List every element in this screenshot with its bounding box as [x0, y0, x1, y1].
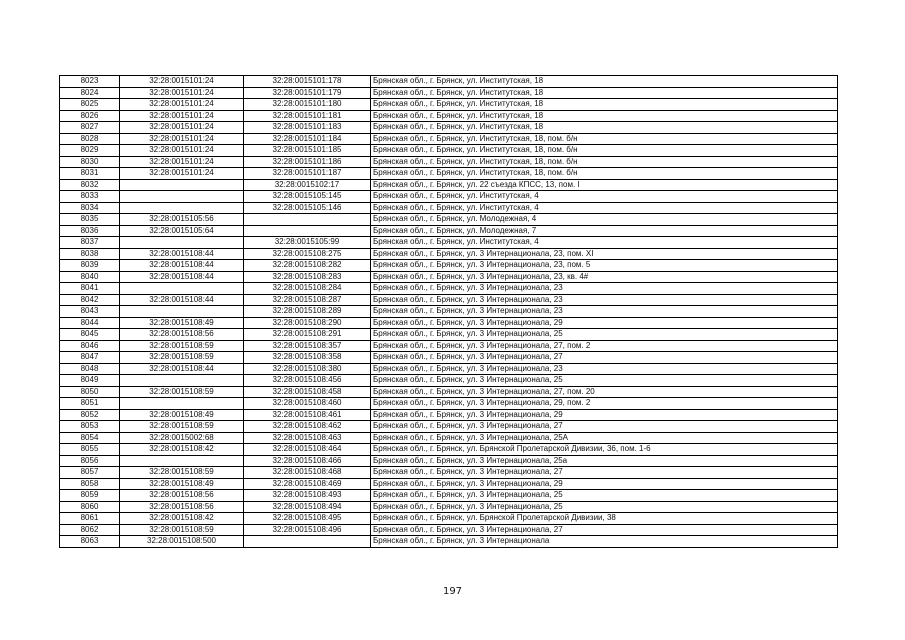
address-cell: Брянская обл., г. Брянск, ул. 3 Интернационала, 25а	[371, 455, 838, 467]
address-cell: Брянская обл., г. Брянск, ул. 3 Интернационала, 23, кв. 4#	[371, 271, 838, 283]
object-number-cell: 32:28:0015108:494	[244, 501, 371, 513]
address-cell: Брянская обл., г. Брянск, ул. 3 Интернационала, 29	[371, 478, 838, 490]
address-cell: Брянская обл., г. Брянск, ул. 3 Интернационала, 23	[371, 306, 838, 318]
table-row	[60, 375, 838, 387]
row-number-cell: 8058	[60, 478, 120, 490]
address-cell: Брянская обл., г. Брянск, ул. 3 Интернационала, 23	[371, 283, 838, 295]
parcel-number-cell	[120, 237, 244, 249]
parcel-number-cell: 32:28:0015101:24	[120, 133, 244, 145]
address-cell: Брянская обл., г. Брянск, ул. 3 Интернационала, 25	[371, 490, 838, 502]
address-cell: Брянская обл., г. Брянск, ул. Институтская, 18, пом. б/н	[371, 133, 838, 145]
object-number-cell: 32:28:0015101:179	[244, 87, 371, 99]
address-cell: Брянская обл., г. Брянск, ул. 3 Интернационала, 27	[371, 421, 838, 433]
parcel-number-cell	[120, 306, 244, 318]
object-number-cell: 32:28:0015108:456	[244, 375, 371, 387]
parcel-number-cell: 32:28:0015108:42	[120, 513, 244, 525]
object-number-cell: 32:28:0015108:358	[244, 352, 371, 364]
parcel-number-cell: 32:28:0015108:59	[120, 340, 244, 352]
parcel-number-cell: 32:28:0015108:49	[120, 478, 244, 490]
row-number-cell: 8043	[60, 306, 120, 318]
object-number-cell	[244, 225, 371, 237]
address-cell: Брянская обл., г. Брянск, ул. Институтская, 18	[371, 99, 838, 111]
address-cell: Брянская обл., г. Брянск, ул. Молодежная, 4	[371, 214, 838, 226]
address-cell: Брянская обл., г. Брянск, ул. Институтская, 18, пом. б/н	[371, 168, 838, 180]
address-cell: Брянская обл., г. Брянск, ул. 3 Интернационала, 23, пом. 5	[371, 260, 838, 272]
table-row	[60, 99, 838, 111]
parcel-number-cell	[120, 191, 244, 203]
row-number-cell: 8057	[60, 467, 120, 479]
address-cell: Брянская обл., г. Брянск, ул. 3 Интернационала, 27, пом. 2	[371, 340, 838, 352]
row-number-cell: 8045	[60, 329, 120, 341]
parcel-number-cell: 32:28:0015101:24	[120, 110, 244, 122]
object-number-cell: 32:28:0015108:275	[244, 248, 371, 260]
object-number-cell: 32:28:0015108:284	[244, 283, 371, 295]
row-number-cell: 8044	[60, 317, 120, 329]
table-row	[60, 191, 838, 203]
table-row	[60, 432, 838, 444]
object-number-cell: 32:28:0015101:178	[244, 76, 371, 88]
address-cell: Брянская обл., г. Брянск, ул. Институтская, 18	[371, 110, 838, 122]
parcel-number-cell: 32:28:0015108:44	[120, 363, 244, 375]
address-cell: Брянская обл., г. Брянск, ул. Институтская, 4	[371, 237, 838, 249]
address-cell: Брянская обл., г. Брянск, ул. Институтская, 4	[371, 202, 838, 214]
object-number-cell: 32:28:0015108:466	[244, 455, 371, 467]
row-number-cell: 8035	[60, 214, 120, 226]
object-number-cell: 32:28:0015108:283	[244, 271, 371, 283]
parcel-number-cell: 32:28:0015101:24	[120, 99, 244, 111]
table-row	[60, 156, 838, 168]
table-row	[60, 271, 838, 283]
row-number-cell: 8041	[60, 283, 120, 295]
object-number-cell: 32:28:0015108:290	[244, 317, 371, 329]
table-row	[60, 260, 838, 272]
parcel-number-cell: 32:28:0015108:500	[120, 536, 244, 548]
table-row	[60, 76, 838, 88]
parcel-number-cell: 32:28:0015108:44	[120, 260, 244, 272]
row-number-cell: 8030	[60, 156, 120, 168]
row-number-cell: 8040	[60, 271, 120, 283]
address-cell: Брянская обл., г. Брянск, ул. 3 Интернационала, 29	[371, 409, 838, 421]
address-cell: Брянская обл., г. Брянск, ул. Молодежная, 7	[371, 225, 838, 237]
address-cell: Брянская обл., г. Брянск, ул. 3 Интернационала, 27, пом. 20	[371, 386, 838, 398]
row-number-cell: 8051	[60, 398, 120, 410]
row-number-cell: 8024	[60, 87, 120, 99]
parcel-number-cell: 32:28:0015108:44	[120, 271, 244, 283]
row-number-cell: 8036	[60, 225, 120, 237]
table-row	[60, 214, 838, 226]
row-number-cell: 8047	[60, 352, 120, 364]
table-row	[60, 248, 838, 260]
object-number-cell: 32:28:0015101:180	[244, 99, 371, 111]
row-number-cell: 8026	[60, 110, 120, 122]
table-row	[60, 421, 838, 433]
row-number-cell: 8049	[60, 375, 120, 387]
object-number-cell	[244, 536, 371, 548]
parcel-number-cell: 32:28:0015108:56	[120, 490, 244, 502]
table-row	[60, 352, 838, 364]
table-row	[60, 329, 838, 341]
object-number-cell: 32:28:0015108:357	[244, 340, 371, 352]
object-number-cell: 32:28:0015102:17	[244, 179, 371, 191]
row-number-cell: 8054	[60, 432, 120, 444]
row-number-cell: 8032	[60, 179, 120, 191]
parcel-number-cell: 32:28:0015101:24	[120, 87, 244, 99]
row-number-cell: 8027	[60, 122, 120, 134]
parcel-number-cell: 32:28:0015108:59	[120, 386, 244, 398]
table-row	[60, 87, 838, 99]
address-cell: Брянская обл., г. Брянск, ул. Институтская, 4	[371, 191, 838, 203]
table-row	[60, 122, 838, 134]
object-number-cell: 32:28:0015108:468	[244, 467, 371, 479]
address-cell: Брянская обл., г. Брянск, ул. 3 Интернационала, 29	[371, 317, 838, 329]
parcel-number-cell: 32:28:0015002:68	[120, 432, 244, 444]
address-cell: Брянская обл., г. Брянск, ул. 3 Интернационала, 29, пом. 2	[371, 398, 838, 410]
row-number-cell: 8060	[60, 501, 120, 513]
parcel-number-cell: 32:28:0015101:24	[120, 168, 244, 180]
table-row	[60, 340, 838, 352]
parcel-number-cell	[120, 398, 244, 410]
parcel-number-cell: 32:28:0015108:59	[120, 352, 244, 364]
row-number-cell: 8046	[60, 340, 120, 352]
table-row	[60, 409, 838, 421]
address-cell: Брянская обл., г. Брянск, ул. 22 съезда КПСС, 13, пом. I	[371, 179, 838, 191]
row-number-cell: 8034	[60, 202, 120, 214]
row-number-cell: 8063	[60, 536, 120, 548]
row-number-cell: 8056	[60, 455, 120, 467]
parcel-number-cell	[120, 179, 244, 191]
row-number-cell: 8055	[60, 444, 120, 456]
parcel-number-cell: 32:28:0015108:49	[120, 409, 244, 421]
table-row	[60, 294, 838, 306]
address-cell: Брянская обл., г. Брянск, ул. Брянской Пролетарской Дивизии, 38	[371, 513, 838, 525]
object-number-cell: 32:28:0015108:462	[244, 421, 371, 433]
object-number-cell: 32:28:0015101:187	[244, 168, 371, 180]
address-cell: Брянская обл., г. Брянск, ул. 3 Интернационала, 25	[371, 375, 838, 387]
parcel-number-cell: 32:28:0015108:56	[120, 329, 244, 341]
row-number-cell: 8042	[60, 294, 120, 306]
address-cell: Брянская обл., г. Брянск, ул. 3 Интернационала	[371, 536, 838, 548]
parcel-number-cell: 32:28:0015108:59	[120, 524, 244, 536]
parcel-number-cell: 32:28:0015105:56	[120, 214, 244, 226]
page-number: 197	[442, 586, 463, 597]
table-row	[60, 168, 838, 180]
row-number-cell: 8038	[60, 248, 120, 260]
address-cell: Брянская обл., г. Брянск, ул. Институтская, 18, пом. б/н	[371, 145, 838, 157]
table-row	[60, 490, 838, 502]
row-number-cell: 8031	[60, 168, 120, 180]
object-number-cell: 32:28:0015108:460	[244, 398, 371, 410]
address-cell: Брянская обл., г. Брянск, ул. 3 Интернационала, 27	[371, 467, 838, 479]
address-cell: Брянская обл., г. Брянск, ул. Институтская, 18	[371, 87, 838, 99]
table-row	[60, 283, 838, 295]
row-number-cell: 8037	[60, 237, 120, 249]
row-number-cell: 8023	[60, 76, 120, 88]
parcel-number-cell	[120, 455, 244, 467]
address-cell: Брянская обл., г. Брянск, ул. Институтская, 18	[371, 122, 838, 134]
table-row	[60, 455, 838, 467]
object-number-cell: 32:28:0015105:145	[244, 191, 371, 203]
address-cell: Брянская обл., г. Брянск, ул. Институтская, 18, пом. б/н	[371, 156, 838, 168]
parcel-number-cell	[120, 202, 244, 214]
object-number-cell: 32:28:0015105:99	[244, 237, 371, 249]
object-number-cell: 32:28:0015108:493	[244, 490, 371, 502]
address-cell: Брянская обл., г. Брянск, ул. 3 Интернационала, 25А	[371, 432, 838, 444]
parcel-number-cell: 32:28:0015108:44	[120, 294, 244, 306]
object-number-cell: 32:28:0015101:185	[244, 145, 371, 157]
parcel-number-cell: 32:28:0015101:24	[120, 156, 244, 168]
object-number-cell: 32:28:0015101:183	[244, 122, 371, 134]
row-number-cell: 8028	[60, 133, 120, 145]
parcel-number-cell: 32:28:0015101:24	[120, 122, 244, 134]
table-row	[60, 398, 838, 410]
parcel-number-cell: 32:28:0015105:64	[120, 225, 244, 237]
row-number-cell: 8029	[60, 145, 120, 157]
object-number-cell: 32:28:0015108:291	[244, 329, 371, 341]
parcel-number-cell: 32:28:0015108:49	[120, 317, 244, 329]
registry-table	[59, 75, 838, 548]
object-number-cell: 32:28:0015101:186	[244, 156, 371, 168]
row-number-cell: 8033	[60, 191, 120, 203]
object-number-cell: 32:28:0015108:289	[244, 306, 371, 318]
address-cell: Брянская обл., г. Брянск, ул. 3 Интернационала, 25	[371, 501, 838, 513]
table-row	[60, 467, 838, 479]
object-number-cell: 32:28:0015108:282	[244, 260, 371, 272]
table-row	[60, 225, 838, 237]
object-number-cell	[244, 214, 371, 226]
row-number-cell: 8059	[60, 490, 120, 502]
address-cell: Брянская обл., г. Брянск, ул. 3 Интернационала, 23	[371, 294, 838, 306]
parcel-number-cell: 32:28:0015108:44	[120, 248, 244, 260]
object-number-cell: 32:28:0015108:380	[244, 363, 371, 375]
table-row	[60, 513, 838, 525]
object-number-cell: 32:28:0015108:495	[244, 513, 371, 525]
address-cell: Брянская обл., г. Брянск, ул. 3 Интернационала, 25	[371, 329, 838, 341]
parcel-number-cell	[120, 283, 244, 295]
row-number-cell: 8061	[60, 513, 120, 525]
table-row	[60, 237, 838, 249]
row-number-cell: 8048	[60, 363, 120, 375]
table-row	[60, 386, 838, 398]
registry-table-body	[60, 76, 838, 548]
row-number-cell: 8050	[60, 386, 120, 398]
object-number-cell: 32:28:0015101:184	[244, 133, 371, 145]
object-number-cell: 32:28:0015108:458	[244, 386, 371, 398]
object-number-cell: 32:28:0015108:463	[244, 432, 371, 444]
object-number-cell: 32:28:0015108:469	[244, 478, 371, 490]
address-cell: Брянская обл., г. Брянск, ул. Брянской Пролетарской Дивизии, 36, пом. 1-6	[371, 444, 838, 456]
parcel-number-cell: 32:28:0015108:42	[120, 444, 244, 456]
table-row	[60, 179, 838, 191]
row-number-cell: 8052	[60, 409, 120, 421]
row-number-cell: 8053	[60, 421, 120, 433]
parcel-number-cell: 32:28:0015108:59	[120, 467, 244, 479]
address-cell: Брянская обл., г. Брянск, ул. 3 Интернационала, 27	[371, 352, 838, 364]
object-number-cell: 32:28:0015108:287	[244, 294, 371, 306]
parcel-number-cell: 32:28:0015108:59	[120, 421, 244, 433]
table-row	[60, 306, 838, 318]
table-row	[60, 524, 838, 536]
table-row	[60, 478, 838, 490]
object-number-cell: 32:28:0015108:461	[244, 409, 371, 421]
row-number-cell: 8025	[60, 99, 120, 111]
address-cell: Брянская обл., г. Брянск, ул. Институтская, 18	[371, 76, 838, 88]
table-row	[60, 110, 838, 122]
row-number-cell: 8039	[60, 260, 120, 272]
table-row	[60, 536, 838, 548]
parcel-number-cell: 32:28:0015101:24	[120, 145, 244, 157]
table-row	[60, 317, 838, 329]
table-row	[60, 202, 838, 214]
parcel-number-cell	[120, 375, 244, 387]
table-row	[60, 501, 838, 513]
object-number-cell: 32:28:0015108:464	[244, 444, 371, 456]
parcel-number-cell: 32:28:0015101:24	[120, 76, 244, 88]
object-number-cell: 32:28:0015108:496	[244, 524, 371, 536]
table-row	[60, 444, 838, 456]
object-number-cell: 32:28:0015101:181	[244, 110, 371, 122]
table-row	[60, 363, 838, 375]
parcel-number-cell: 32:28:0015108:56	[120, 501, 244, 513]
table-row	[60, 133, 838, 145]
address-cell: Брянская обл., г. Брянск, ул. 3 Интернационала, 27	[371, 524, 838, 536]
address-cell: Брянская обл., г. Брянск, ул. 3 Интернационала, 23, пом. XI	[371, 248, 838, 260]
object-number-cell: 32:28:0015105:146	[244, 202, 371, 214]
row-number-cell: 8062	[60, 524, 120, 536]
address-cell: Брянская обл., г. Брянск, ул. 3 Интернационала, 23	[371, 363, 838, 375]
table-row	[60, 145, 838, 157]
